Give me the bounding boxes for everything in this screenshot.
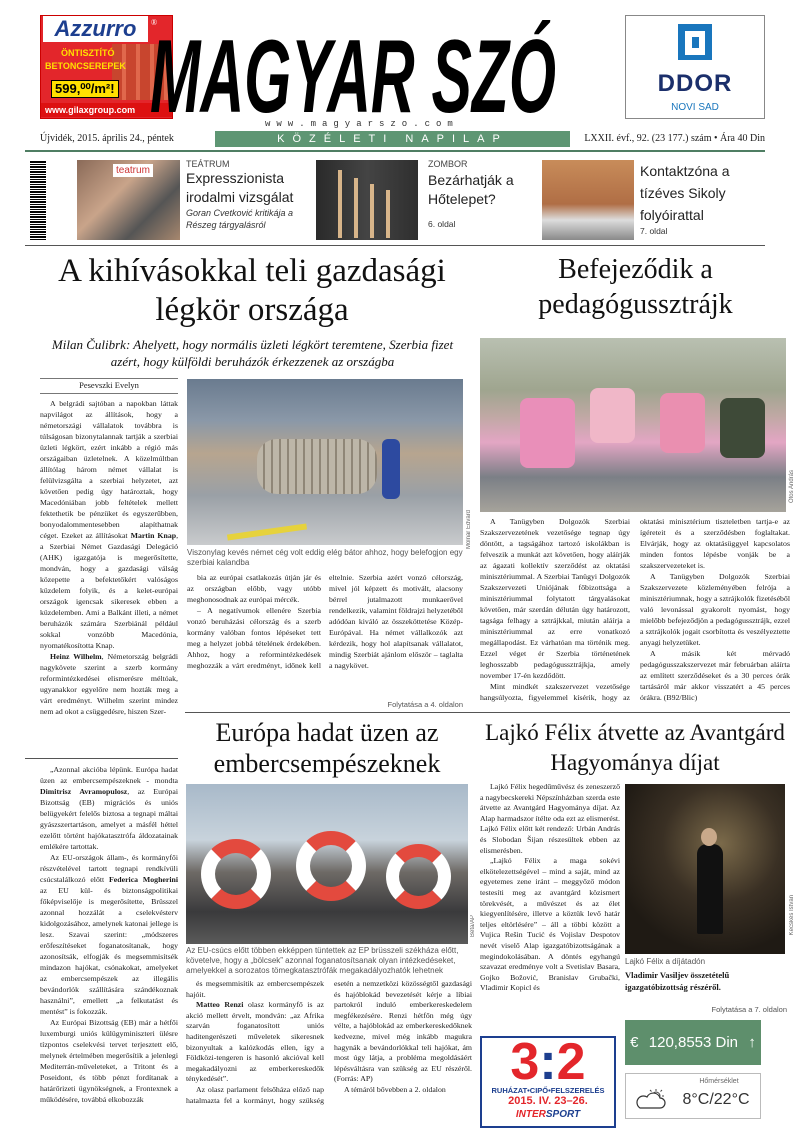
ddor-ad[interactable]: [625, 15, 765, 119]
weather-label: Hőmérséklet: [699, 1078, 739, 1085]
teaser-title: Expresszionista irodalmi vizsgálat: [186, 170, 294, 205]
weather-temperature: 8°C/22°C: [682, 1091, 750, 1108]
europe-body-left: [40, 764, 178, 1105]
byline-rule-bottom: [40, 393, 178, 394]
text: A Tanügyben Dolgozók Szerbiai Szakszervezetének vezetősége tegnap úgy döntött, a tagságához tartozó iskolákban is felveszik a munkát azt követően, hogy aláírják az ágazati kollektív szerződést az oktatási minisztériummal. A Szerbiai Tanügyi Dolgozók Szakszervezeti Uniójának főbizottsága a minisztériummal folytatott tárgyalásokat követően, már szerdán délután úgy határozott, tagsága felhagy a sztrájkkal, miután aláírja a minisztériummal az erre vonatkozó megállapodást. Ez várhatóan ma történik meg. Ezzel véget ér Szerbia történetének leghosszabb pedagógussztrájkja, amely november 17-én kezdődött.: [480, 517, 630, 680]
lead-photo-factory[interactable]: [187, 379, 463, 545]
strike-body: [480, 516, 790, 703]
text: , az Európai Bizottság (EB) migrációs és uniós belügyekért felelős biztosa a tegnapi máltai gyászszertartáson, amelyet a másfél héttel ezelőtt történt hajókatasztrófa áldozatainak emlékére tartottak.: [40, 787, 178, 851]
intersport-logo: INTERSPORT: [515, 1109, 581, 1120]
byline-rule-top: [40, 378, 178, 379]
teaser-kicker: ZOMBOR: [428, 159, 468, 169]
teaser-rule: [25, 245, 765, 246]
text: , a Szerbiai Német Gazdasági Delegáció (AHK) igazgatója is megerősítette, mondván, hogy a gazdasági válság közepette a befektetőkért valóságos küzdelem folyik, és a kelet-európai országok igencsak sikeresek ebben a küzdelemben. Ami a Balkánt illeti, a német beruházók számára Szerbiánál például sokkal vonzóbb Macedónia, nyomatékosította Knap.: [40, 531, 179, 650]
paragraph: [40, 852, 178, 1017]
issue-info: LXXII. évf., 92. (23 177.) szám • Ára 40 Din: [584, 133, 765, 144]
ad-url: www.gilaxgroup.com: [41, 103, 172, 117]
lajko-body-cont: Vladimir Vasiljev összetételű igazgatóbizottság részéről.: [625, 970, 730, 992]
ddor-name: DDOR: [657, 70, 733, 97]
europe-photo-protest[interactable]: [186, 784, 468, 944]
lajko-continued[interactable]: Folytatása a 7. oldalon: [711, 1005, 787, 1014]
europe-body-cont: [186, 979, 472, 1106]
europe-headline[interactable]: Európa hadat üzen az embercsempészeknek: [213, 718, 441, 778]
strike-photo-children[interactable]: [480, 338, 786, 512]
photo-credit: Molnár Edvárd: [466, 510, 472, 550]
paragraph: [40, 764, 178, 852]
text: A Tanügyben Dolgozók Szerbiai Szakszervezete közleményében felrója a minisztériumnak, hogy a sztrájkolók fizetéséből való levonással gyakorolt nyomást, hogy mielőbb befejeződjön a pedagógussztrájk, ezzel a sztrájkolók jogait csorbította és veszélyeztette anyagi helyzetüket.: [640, 572, 790, 647]
sale-ratio: 3:2: [510, 1033, 586, 1091]
intersport-ad[interactable]: [480, 1033, 616, 1128]
website-url[interactable]: www.magyarszo.com: [265, 119, 459, 129]
person-name: Dimitrisz Avramopulosz: [40, 787, 128, 796]
teaser-title: Bezárhatják a Hőtelepet?: [428, 172, 514, 207]
teaser-subtitle: Goran Cvetković kritikája a Részeg tárgyalásról: [186, 208, 294, 230]
paragraph: [640, 571, 790, 648]
person-name: Martin Knap: [130, 531, 177, 540]
ad-categories: RUHÁZAT•CIPŐ•FELSZERELÉS: [491, 1086, 605, 1095]
tagline-bar: KÖZÉLETI NAPILAP: [215, 131, 570, 147]
lead-body-left: [40, 398, 178, 717]
section-rule-left: [25, 758, 178, 759]
paragraph: [40, 398, 178, 651]
teaser-kicker: TEÁTRUM: [186, 159, 230, 169]
ddor-logo-icon: [678, 24, 712, 60]
europe-caption: Az EU-csúcs előtt többen ekképpen tüntettek az EP brüsszeli székháza előtt, követelve, hogy a „bölcsek” azonnal foganatosítsanak olyan intézkedéseket, amelyekkel a sorozatos tömegkatasztrófák megakadályozhatók lehetnek: [186, 946, 459, 975]
text: , Németország belgrádi nagykövete szerint a szerb kormány reformintézkedései elismerésre méltóak, ugyanakkor egyelőre nem hozták meg a várt eredményt. Wilhelm szerint mindez nem ad okot a csüggedésre, hiszen Szer-: [40, 652, 178, 716]
ad-brand: Azzurro: [43, 16, 148, 42]
text: és megsemmisítik az embercsempészek hajóit.: [186, 979, 324, 999]
photo-credit: Ótos András: [789, 470, 795, 504]
paragraph: [186, 1000, 324, 1085]
svg-text:MAGYAR SZÓ: MAGYAR SZÓ: [150, 19, 556, 122]
arrow-up-icon: ↑: [748, 1034, 756, 1051]
paragraph: [480, 856, 620, 994]
lead-subtitle: Milan Čulibrk: Ahelyett, hogy normális üzleti légkört teremtene, Szerbia fizet azért, hogy külföldi beruházók érkezzenek az országba: [51, 337, 454, 369]
ad-dates: 2015. IV. 23–26.: [508, 1095, 588, 1107]
lajko-caption: Lajkó Félix a díjátadón: [625, 957, 706, 966]
paragraph: [187, 572, 321, 605]
byline: Pesevszki Evelyn: [79, 380, 139, 390]
euro-icon: €: [630, 1034, 639, 1051]
photo-credit: Kecskés István: [789, 895, 795, 936]
text: – A negatívumok ellenére Szerbia vonzó beruházási célország és a szerb kormány valóban fontos lépéseket tett meg a helyzet jobbá tételének érdekében. Ahhoz, hogy a reformintézkedések meghozzák a várt eredményt, időnek kell eltelnie. Szerbia azért vonzó célország, mivel jól képzett és motivált, alacsony bérrel jutalmazott munkaerővel rendelkezik, valamint földrajzi helyzetéből adódóan kiváló az összeköttetése Közép-Európával. Ha német vállalkozók azt kérdezik, hogy hol alapítsanak vállalatot, mindig Szerbiát ajánlom először – taglalta a nagykövet.: [187, 573, 463, 670]
teaser-zombor[interactable]: [428, 159, 532, 229]
ad-registered: ®: [151, 18, 158, 27]
text: Az olasz parlament felsőháza előző nap hatalmazta fel a kormányt, hogy szükség esetén a nemzetközi közösségtől gazdasági és hajóblokád bevezetését kérje a líbiai partokról induló emberkereskedelem megfékezésére. Renzi hétfőn még úgy vélte, a hajóblokád az emberkereskedőknek kedvezne, mivel még inkább magukra hagynák a bevándorlókkal teli hajókat, ám most úgy látja, a probléma megoldásáért lépésváltásra van szükség az EU részéről. (Forrás: AP): [186, 979, 472, 1105]
lajko-headline[interactable]: Lajkó Félix átvette az Avantgárd Hagyománya díjat: [485, 720, 785, 775]
text: A másik két mérvadó pedagógusszakszervezet már februárban aláírta az említett szerződéseket és a 30 perces órák tartásáról már akkor visszatért a 45 perces órákra. (B92/Blic): [640, 649, 790, 702]
text: Az Európai Bizottság (EB) már a hétfői luxemburgi uniós külügyminiszteri ülésre tízpontos cselekvési tervet terjesztett elő, melynek értelmében megerősítik a jelenlegi Mediterrán-műveleteket, a Tritont és a Poseidont, és több pénzt fordítanak a határőrizeti ügynökségnek, a Frontexnek a működésére, továbbá elkobozzák: [40, 1018, 178, 1104]
masthead-logo: [148, 12, 560, 122]
dateline: Újvidék, 2015. április 24., péntek: [40, 133, 174, 144]
text: bia az európai csatlakozás útján jár és az országban előbb, vagy utóbb meghonosodnak az európai mércék.: [187, 573, 321, 604]
text: az EU kül- és biztonságpolitikai főképviselője is megerősítette, Brüsszel azonnal hozzálát a cselekvésterv kidolgozásához, amelynek katonai jellege is lesz. Szavai szerint: „módszeres erőfeszítéseket foganatosítanak, hogy azonosítsák, elfogják és megsemmisítsék mindazon hajókat, csónakokat, amelyeket az embercsempészek az illegális bevándorlók szállítására szándékoznak használni”, emellett „a felkutatást és mentést” is fokozzák.: [40, 886, 178, 1016]
ad-price: 599,⁰⁰/m²!: [51, 80, 119, 98]
lead-continued[interactable]: Folytatása a 4. oldalon: [387, 700, 463, 709]
lead-headline[interactable]: A kihívásokkal teli gazdasági légkör országa: [58, 253, 446, 328]
exchange-rate: 120,8553 Din: [648, 1034, 739, 1051]
text: Az EU-országok állam-, és kormányfői részvételével tartott tegnapi rendkívüli csúcstalálkozó előtt: [40, 853, 178, 884]
teaser-page: 6. oldal: [428, 219, 456, 229]
lead-caption: Viszonylag kevés német cég volt eddig elég bátor ahhoz, hogy belefogjon egy szerbiai kalandba: [187, 548, 463, 567]
teaser-page: 7. oldal: [640, 226, 668, 236]
paragraph: [480, 516, 630, 681]
barcode: [30, 160, 46, 240]
text: „Azonnal akcióba lépünk. Európa hadat üzen az embercsempészeknek - mondta: [40, 765, 178, 785]
paragraph: [186, 979, 324, 1000]
teaser-zombor-image[interactable]: [316, 160, 418, 240]
person-name: Federica Mogherini: [109, 875, 178, 884]
lajko-photo[interactable]: [625, 784, 785, 954]
text: A témáról bővebben a 2. oldalon: [344, 1084, 446, 1094]
person-name: Heinz Wilhelm: [50, 652, 102, 661]
ad-line1: ÖNTISZTÍTÓ: [61, 48, 115, 58]
lead-body-cont: [187, 572, 463, 671]
paragraph: [640, 648, 790, 703]
strike-headline[interactable]: Befejeződik a pedagógussztrájk: [538, 254, 733, 320]
person-name: Matteo Renzi: [196, 1000, 244, 1010]
photo-credit: Beta/AP: [470, 915, 476, 938]
teaser-teatrum[interactable]: [186, 159, 304, 231]
teaser-kontaktzona[interactable]: [640, 160, 765, 236]
text: „Lajkó Félix a maga sokévi elkötelezettségével – mind a saját, mind az egyetemes zene iránt – meggyőző módon testesíti meg az avantgárd közismert törekvését, a művészet és az élet kiegyenlítésére, illetve a köztük levő határ teljes eltörlésére” – áll a többi között a Vujica Rešin Tucić és Vojislav Despotov nevét viselő Alap igazgatóbizottságának a megindokolásában. A döntés egyhangú szavazat eredménye volt a Svetislav Basara, Gojko Božović, Branislav Grubački, Vladimir Kopicl és: [480, 856, 620, 993]
paragraph: [40, 651, 178, 717]
exchange-rate-widget: [625, 1020, 761, 1065]
teaser-kontaktzona-image[interactable]: [542, 160, 634, 240]
text: A belgrádi sajtóban a napokban láttak napvilágot az állítások, hogy a németországi vállalatok továbbra is túlságosan bizonytalannak tartják a szerbiai üzleti légkört, ezért inkább a régió más országaiban üzletelnek. A közelmúltban állítólag három német vállalat is felülvizsgálta a szerbiai helyzetet, azt követően pedig úgy határoztak, hogy Macedóniában jobb feltételek mellett fektethetik be pénzüket és egyszerűbben, bonyodalommentesebben alapíthatnak céget. Ezeket az állításokat: [40, 399, 178, 540]
text: Lajkó Félix hegedűművész és zeneszerző a nagybecskereki Népszínházban szerda este átvette az Avantgárd Hagyománya díjat. Az Alap harmadszor ítélte oda ezt az elismerést. Lajkó Félix előtt két rendező: Urbán András és Slobodan Šijan részesültek ebben az elismerésben.: [480, 782, 620, 855]
weather-widget: [625, 1073, 761, 1119]
lajko-body: [480, 782, 620, 994]
text: olasz kormányfő is az akció mellett érvelt, mondván: „az Afrika szarván foganatosított uniós haditengerészeti műveletek sikeresnek bizonyultak a kalózkodás ellen, így a Földközi-tengeren is hasonló akcióval kell megakadályozni az emberkereskedők ténykedését”.: [186, 1000, 324, 1084]
paragraph: [480, 782, 620, 856]
ddor-city: NOVI SAD: [671, 102, 719, 113]
section-rule: [185, 712, 790, 713]
teatrum-logo: teatrum: [113, 164, 153, 177]
teaser-teatrum-image[interactable]: [77, 160, 180, 240]
header-rule: [25, 150, 765, 152]
text: Mint mindkét szakszervezet vezetősége hangsúlyozta, figyelemmel kísérik, hogy az oktatási minisztérium tiszteletben tartja-e az ígéreteit és a szerződésben foglaltakat. Elvárják, hogy az oktatásüggyel kapcsolatos minden fontos lépésbe vonják be a szakszervezeteket is.: [480, 517, 790, 702]
ad-line2: BETONCSEREPEK: [45, 61, 126, 71]
teaser-title: Kontaktzóna a tízéves Sikoly folyóirattal: [640, 163, 730, 223]
paragraph: [40, 1017, 178, 1105]
paragraph: [334, 1085, 472, 1096]
cloud-sun-icon: [634, 1088, 668, 1110]
